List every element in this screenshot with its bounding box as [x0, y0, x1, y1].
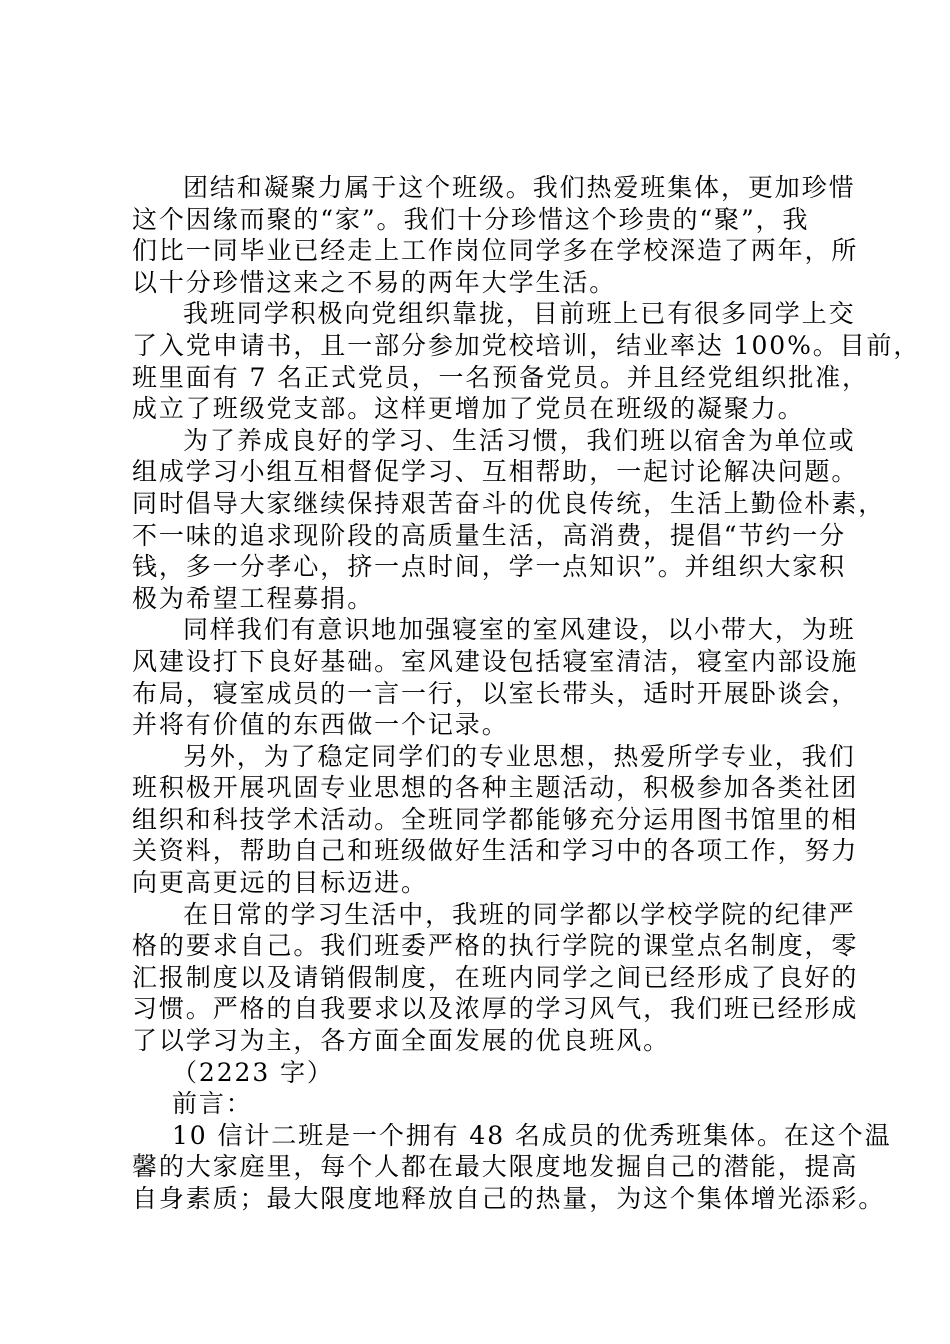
text-line: 以十分珍惜这来之不易的两年大学生活。 [132, 267, 617, 297]
text-line: 团结和凝聚力属于这个班级。我们热爱班集体，更加珍惜 [183, 173, 856, 202]
text-line: 习惯。严格的自我要求以及浓厚的学习风气，我们班已经形成 [132, 994, 859, 1024]
text-line: 组织和科技学术活动。全班同学都能够充分运用图书馆里的相 [132, 804, 859, 834]
text-line: 向更高更远的目标迈进。 [132, 868, 428, 898]
preface-heading: 前言： [172, 1089, 253, 1119]
text-line: 不一味的追求现阶段的高质量生活，高消费，提倡“节约一分 [132, 520, 847, 550]
text-line: 这个因缘而聚的“家”。我们十分珍惜这个珍贵的“聚”，我 [132, 204, 810, 234]
text-line: 同时倡导大家继续保持艰苦奋斗的优良传统，生活上勤俭朴素， [132, 488, 886, 518]
text-line: 馨的大家庭里，每个人都在最大限度地发掘自己的潜能，提高 [132, 1152, 859, 1182]
text-line: 我班同学积极向党组织靠拢，目前班上已有很多同学上交 [183, 299, 856, 329]
text-line: 另外，为了稳定同学们的专业思想，热爱所学专业，我们 [183, 741, 856, 771]
text-line: 格的要求自己。我们班委严格的执行学院的课堂点名制度，零 [132, 931, 859, 961]
text-line: 班积极开展巩固专业思想的各种主题活动，积极参加各类社团 [132, 773, 859, 803]
text-line: 布局，寝室成员的一言一行，以室长带头，适时开展卧谈会， [132, 678, 859, 708]
text-line: 并将有价值的东西做一个记录。 [132, 710, 509, 740]
text-line: 了入党申请书，且一部分参加党校培训，结业率达 100%。目前， [132, 330, 921, 360]
text-line: 关资料，帮助自己和班级做好生活和学习中的各项工作，努力 [132, 836, 859, 866]
document-body [132, 172, 921, 1215]
word-count-note: （2223 字） [172, 1057, 334, 1087]
text-line: 风建设打下良好基础。室风建设包括寝室清洁，寝室内部设施 [132, 646, 859, 676]
text-line: 自身素质；最大限度地释放自己的热量，为这个集体增光添彩。 [132, 1184, 886, 1213]
text-line: 组成学习小组互相督促学习、互相帮助，一起讨论解决问题。 [132, 457, 859, 487]
text-line: 了以学习为主，各方面全面发展的优良班风。 [132, 1026, 671, 1056]
text-line: 为了养成良好的学习、生活习惯，我们班以宿舍为单位或 [183, 425, 856, 455]
text-line: 班里面有 7 名正式党员，一名预备党员。并且经党组织批准， [132, 362, 869, 392]
text-line: 在日常的学习生活中，我班的同学都以学校学院的纪律严 [183, 899, 856, 929]
text-line: 成立了班级党支部。这样更增加了党员在班级的凝聚力。 [132, 394, 805, 424]
text-line: 10 信计二班是一个拥有 48 名成员的优秀班集体。在这个温 [172, 1120, 892, 1150]
text-line: 汇报制度以及请销假制度，在班内同学之间已经形成了良好的 [132, 962, 859, 992]
text-line: 极为希望工程募捐。 [132, 583, 375, 613]
text-line: 同样我们有意识地加强寝室的室风建设，以小带大，为班 [183, 615, 856, 645]
text-line: 们比一同毕业已经走上工作岗位同学多在学校深造了两年，所 [132, 236, 859, 266]
text-line: 钱，多一分孝心，挤一点时间，学一点知识”。并组织大家积 [132, 552, 847, 582]
